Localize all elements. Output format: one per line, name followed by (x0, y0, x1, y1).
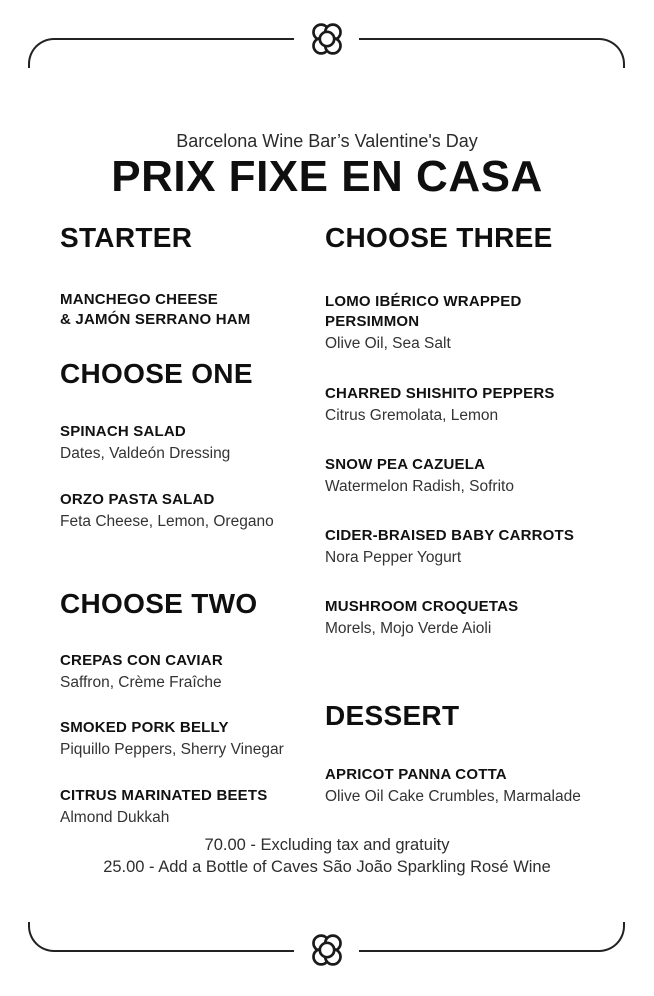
menu-item (325, 526, 630, 568)
menu-item (60, 718, 325, 760)
menu-item (325, 384, 630, 426)
menu-item (60, 651, 325, 693)
menu-item (325, 455, 630, 497)
menu-item-name: APRICOT PANNA COTTA (325, 766, 507, 783)
menu-item-name: CHARRED SHISHITO PEPPERS (325, 385, 555, 402)
menu-item-desc: Nora Pepper Yogurt (325, 549, 462, 566)
menu-item-name: SPINACH SALAD (60, 423, 186, 440)
menu-item-name: MANCHEGO CHEESE & JAMÓN SERRANO HAM (60, 291, 251, 328)
menu-item-desc: Piquillo Peppers, Sherry Vinegar (60, 741, 284, 758)
menu-item-desc: Feta Cheese, Lemon, Oregano (60, 513, 274, 530)
section-heading-choose-two: CHOOSE TWO (60, 588, 258, 619)
page-title: PRIX FIXE EN CASA (111, 152, 543, 201)
menu-item-name: CITRUS MARINATED BEETS (60, 787, 268, 804)
menu-item-name: SMOKED PORK BELLY (60, 719, 229, 736)
page-subtitle: Barcelona Wine Bar’s Valentine's Day (176, 131, 478, 151)
menu-item-desc: Almond Dukkah (60, 809, 170, 826)
menu-item (325, 597, 630, 639)
menu-item-desc: Dates, Valdeón Dressing (60, 445, 231, 462)
menu-item-name: ORZO PASTA SALAD (60, 491, 215, 508)
menu-item (60, 422, 325, 464)
section-heading-choose-one: CHOOSE ONE (60, 358, 253, 389)
menu-item-name: LOMO IBÉRICO WRAPPED PERSIMMON (325, 293, 522, 330)
menu-item (60, 290, 325, 330)
wine-add-on-note: 25.00 - Add a Bottle of Caves São João Sparkling Rosé Wine (103, 858, 551, 876)
menu-item-desc: Saffron, Crème Fraîche (60, 674, 222, 691)
section-heading-starter: STARTER (60, 222, 193, 253)
menu-item-name: MUSHROOM CROQUETAS (325, 598, 519, 615)
menu-item-desc: Morels, Mojo Verde Aioli (325, 620, 492, 637)
menu-item (60, 786, 325, 828)
bottom-border-right-rule (359, 922, 625, 952)
menu-item-desc: Citrus Gremolata, Lemon (325, 407, 499, 424)
menu-item-name: SNOW PEA CAZUELA (325, 456, 486, 473)
bottom-border-left-rule (28, 922, 294, 952)
menu-item (325, 292, 630, 354)
footer-notes (0, 834, 654, 878)
menu-item-desc: Olive Oil, Sea Salt (325, 335, 451, 352)
barcelona-panot-flower-icon (309, 21, 345, 57)
section-heading-choose-three: CHOOSE THREE (325, 222, 553, 253)
menu-item-desc: Watermelon Radish, Sofrito (325, 478, 514, 495)
menu-item-name: CREPAS CON CAVIAR (60, 652, 223, 669)
menu-item-desc: Olive Oil Cake Crumbles, Marmalade (325, 788, 581, 805)
top-border-right-rule (359, 38, 625, 68)
menu-column-right (325, 222, 630, 807)
price-note: 70.00 - Excluding tax and gratuity (204, 836, 450, 854)
top-border-left-rule (28, 38, 294, 68)
menu-item-name: CIDER-BRAISED BABY CARROTS (325, 527, 575, 544)
section-heading-dessert: DESSERT (325, 700, 460, 731)
barcelona-panot-flower-icon (309, 932, 345, 968)
menu-item (325, 765, 630, 807)
menu-item (60, 490, 325, 532)
menu-column-left (60, 222, 325, 828)
